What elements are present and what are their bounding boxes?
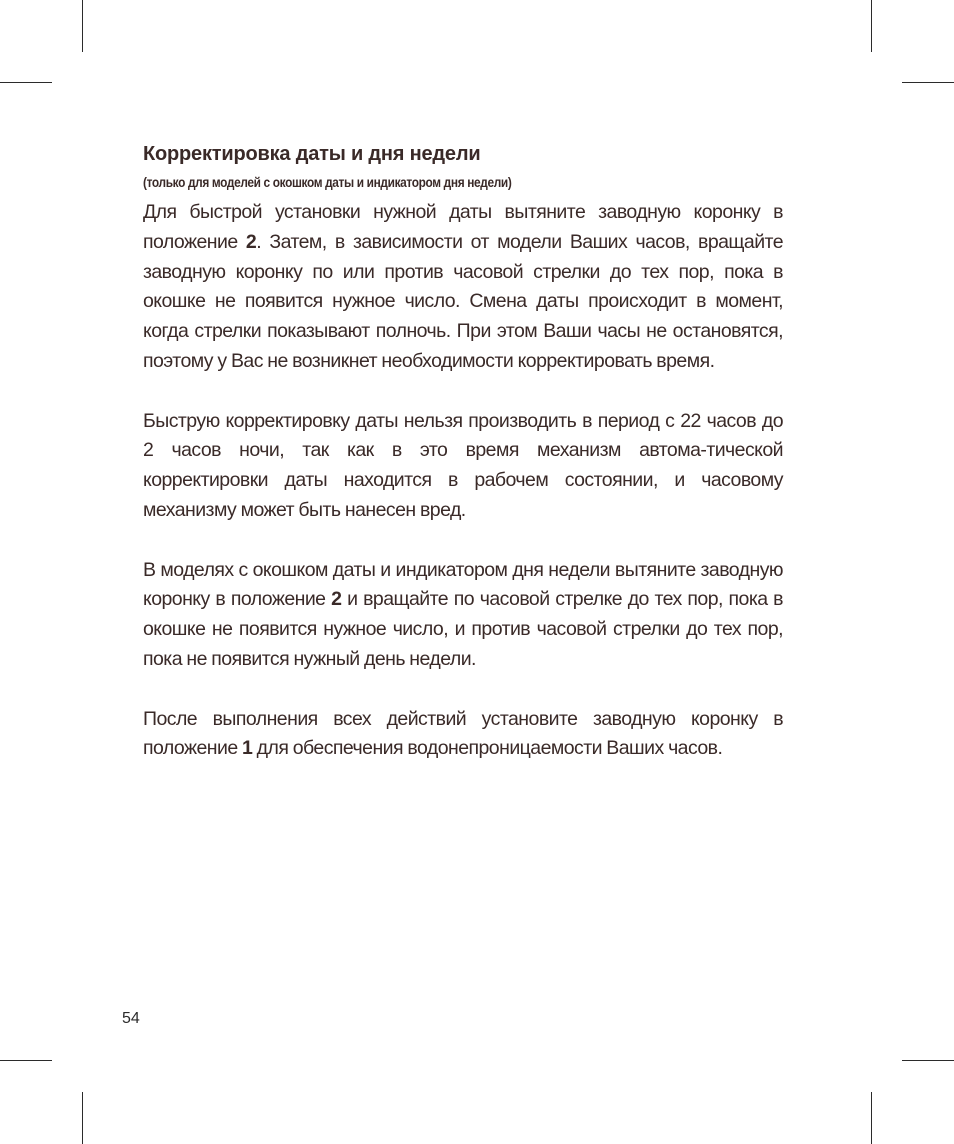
page-number: 54 — [122, 1010, 140, 1027]
crop-mark-top-left-vertical — [82, 0, 83, 52]
paragraph-quick-date-setting — [143, 198, 783, 377]
crop-mark-top-right-horizontal — [902, 82, 954, 83]
crop-mark-top-left-horizontal — [0, 82, 52, 83]
crop-mark-bottom-right-vertical — [871, 1092, 872, 1144]
section-title: Корректировка даты и дня недели — [143, 143, 481, 165]
crop-mark-top-right-vertical — [871, 0, 872, 52]
crop-mark-bottom-left-horizontal — [0, 1060, 52, 1061]
paragraph-text: После выполнения всех действий установите заводную коронку в положение — [143, 707, 783, 760]
crop-mark-bottom-left-vertical — [82, 1092, 83, 1144]
paragraph-time-restriction — [143, 407, 783, 526]
paragraph-text: и вращайте по часовой стрелке до тех пор, пока в окошке не появится нужное число, и против часовой стрелки до тех пор, пока не появится нужный день недели. — [143, 588, 783, 670]
crown-position-number: 1 — [242, 737, 253, 760]
paragraph-day-of-week-models — [143, 556, 783, 675]
crown-position-number: 2 — [245, 230, 257, 253]
section-subtitle: (только для моделей с окошком даты и индикатором дня недели) — [143, 175, 512, 190]
paragraph-text: . Затем, в зависимости от модели Ваших часов, вращайте заводную коронку по или против часовой стрелки до тех пор, пока в окошке не появится нужное число. Смена даты происходит в момент, когда стрелки показывают полночь. При этом Ваши часы не остановятся, поэтому у Вас не возникнет необходимости корректировать время. — [143, 230, 784, 372]
paragraph-text: Быструю корректировку даты нельзя производить в период с 22 часов до 2 часов ночи, так как в это время механизм автома-тической корректировки даты находится в рабочем состоянии, и часовому механизму может быть нанесен вред. — [143, 409, 783, 521]
paragraph-text: Для быстрой установки нужной даты вытяните заводную коронку в положение — [143, 201, 783, 253]
crop-mark-bottom-right-horizontal — [902, 1060, 954, 1061]
page-content — [143, 140, 783, 764]
paragraph-text: для обеспечения водонепроницаемости Ваших часов. — [252, 737, 723, 760]
crown-position-number: 2 — [331, 588, 342, 611]
paragraph-text: В моделях с окошком даты и индикатором дня недели вытяните заводную коронку в положение — [143, 558, 783, 611]
paragraph-water-resistance — [143, 705, 783, 765]
